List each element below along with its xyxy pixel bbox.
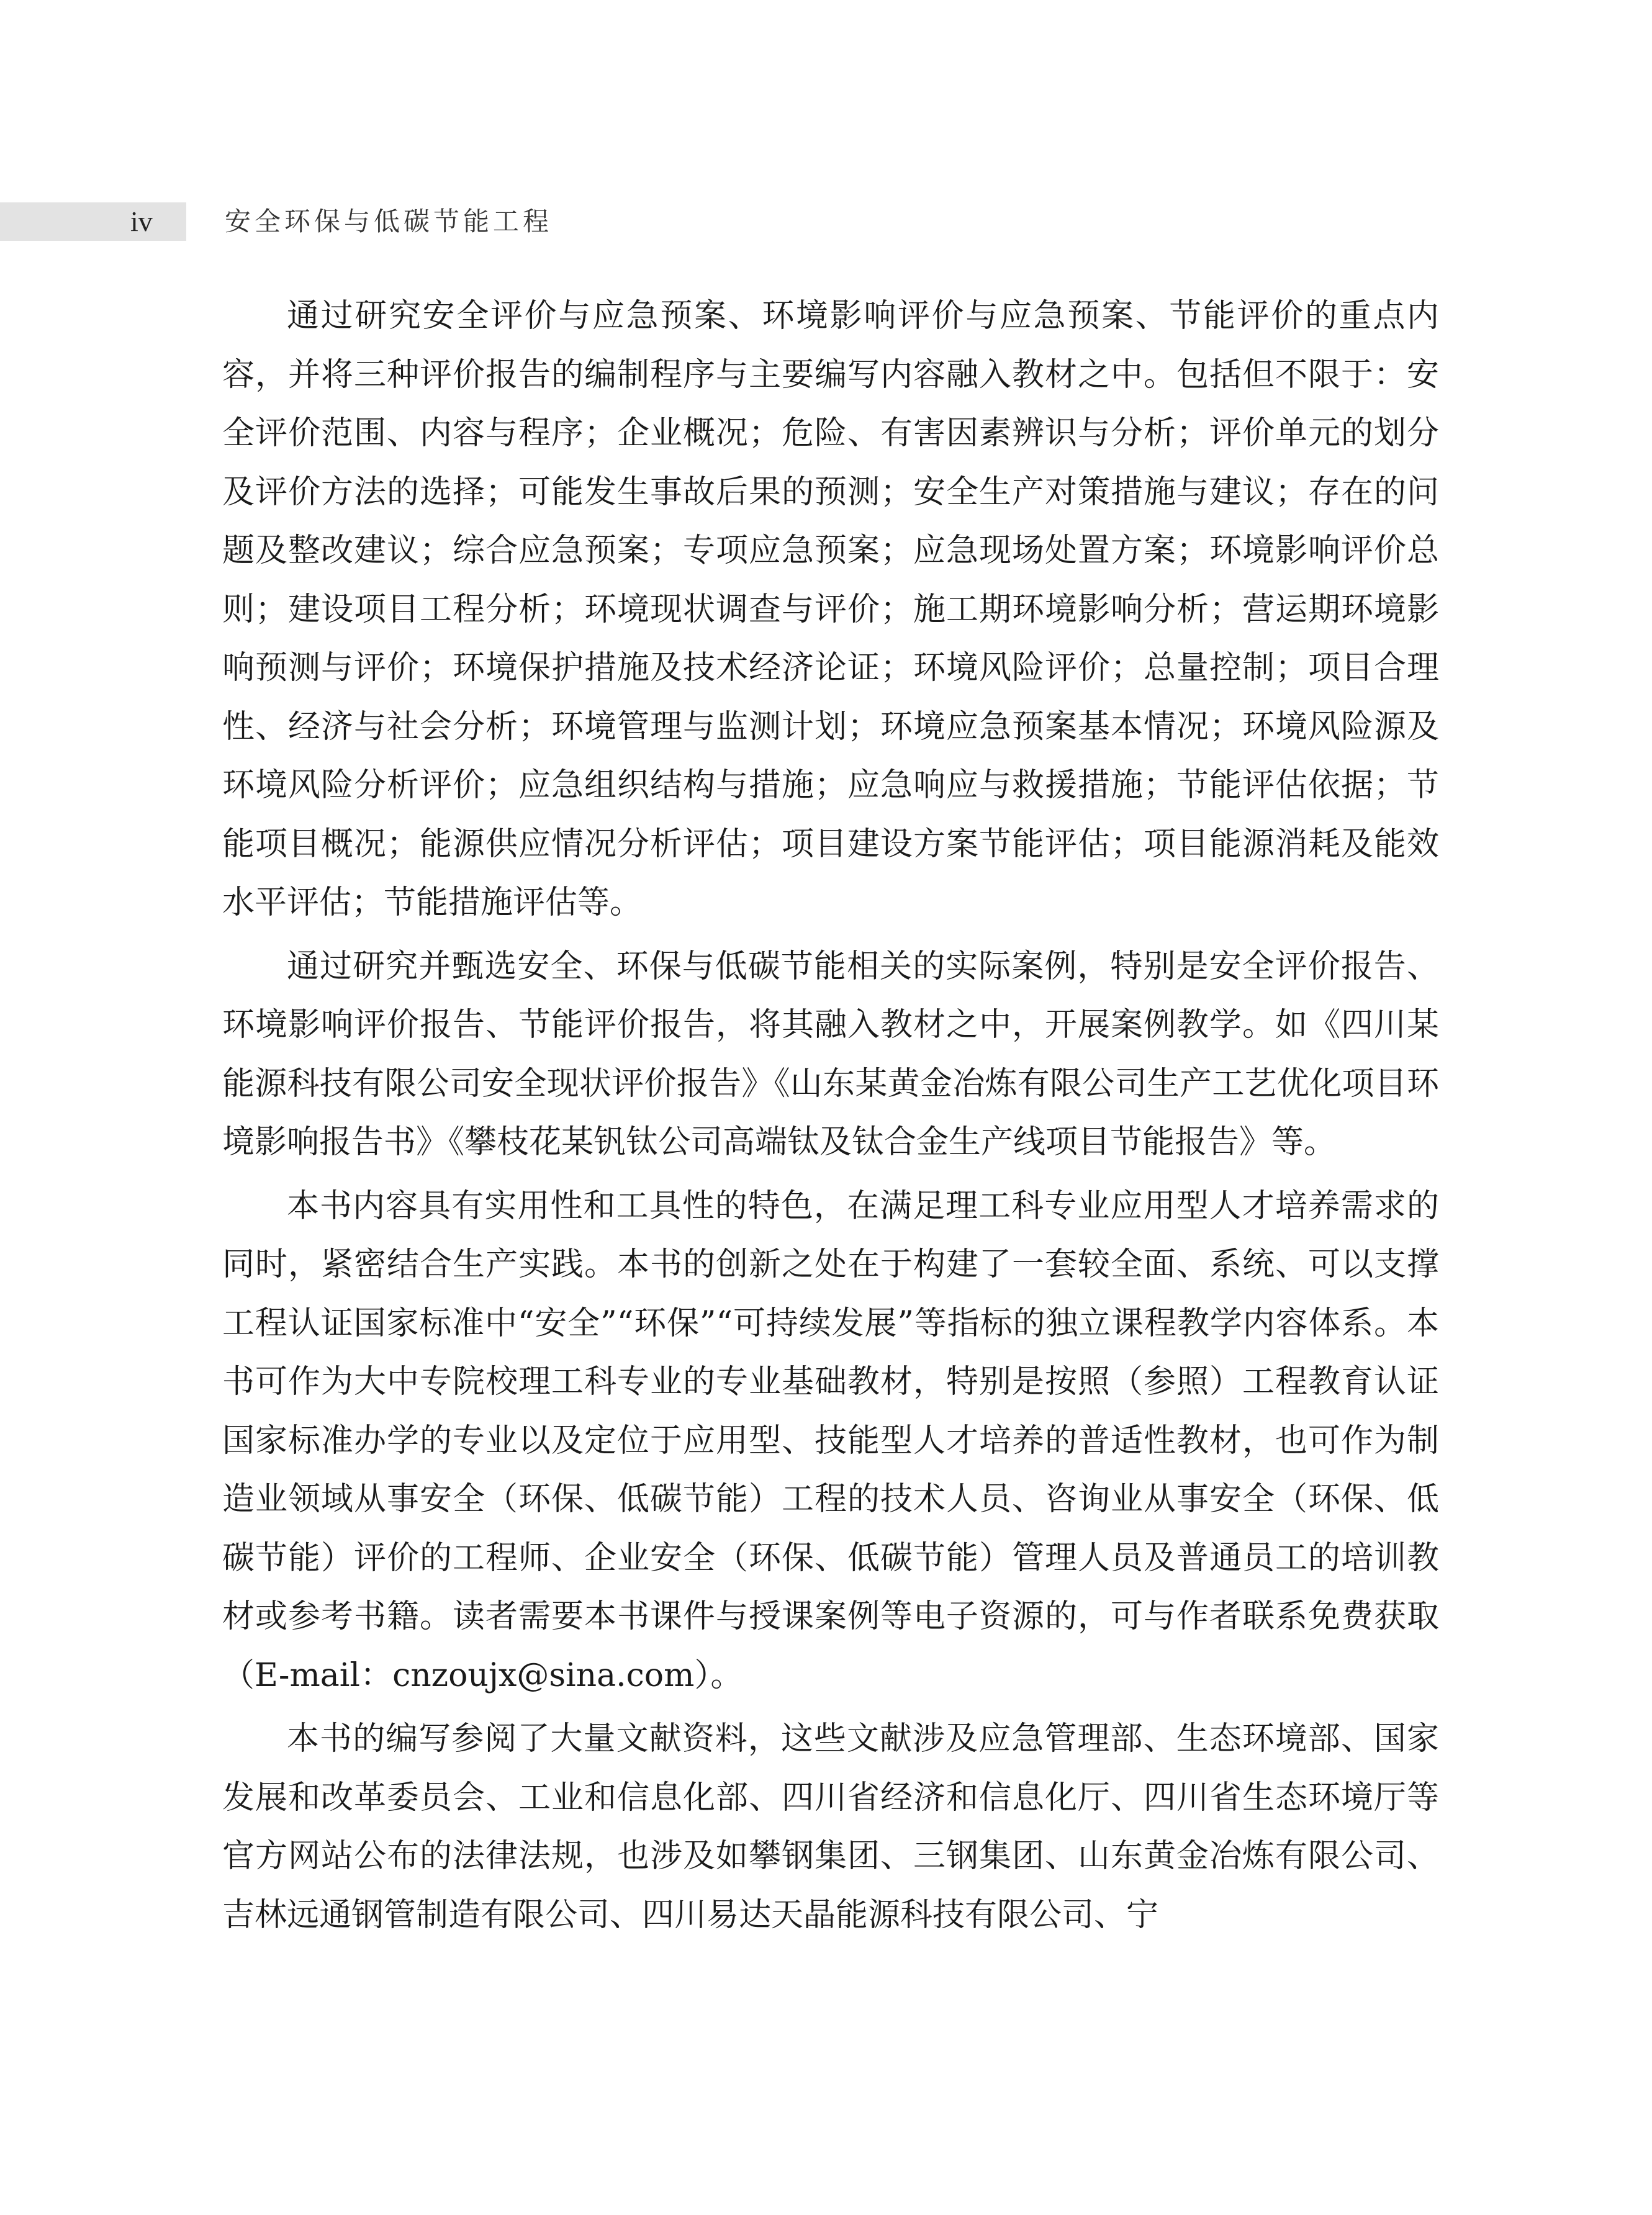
paragraph: 通过研究安全评价与应急预案、环境影响评价与应急预案、节能评价的重点内容，并将三种评价报告的编制程序与主要编写内容融入教材之中。包括但不限于：安全评价范围、内容与程序；企业概况；危险、有害因素辨识与分析；评价单元的划分及评价方法的选择；可能发生事故后果的预测；安全生产对策措施与建议；存在的问题及整改建议；综合应急预案；专项应急预案；应急现场处置方案；环境影响评价总则；建设项目工程分析；环境现状调查与评价；施工期环境影响分析；营运期环境影响预测与评价；环境保护措施及技术经济论证；环境风险评价；总量控制；项目合理性、经济与社会分析；环境管理与监测计划；环境应急预案基本情况；环境风险源及环境风险分析评价；应急组织结构与措施；应急响应与救援措施；节能评估依据；节能项目概况；能源供应情况分析评估；项目建设方案节能评估；项目能源消耗及能效水平评估；节能措施评估等。 <box>222 297 1439 921</box>
page-number: iv <box>130 205 153 237</box>
body-text <box>222 287 1439 1949</box>
running-header-band <box>0 202 186 241</box>
paragraph: 本书的编写参阅了大量文献资料，这些文献涉及应急管理部、生态环境部、国家发展和改革委员会、工业和信息化部、四川省经济和信息化厅、四川省生态环境厅等官方网站公布的法律法规，也涉及如攀钢集团、三钢集团、山东黄金冶炼有限公司、吉林远通钢管制造有限公司、四川易达天晶能源科技有限公司、宁 <box>222 1720 1439 1934</box>
paragraph: 通过研究并甄选安全、环保与低碳节能相关的实际案例，特别是安全评价报告、环境影响评价报告、节能评价报告，将其融入教材之中，开展案例教学。如《四川某能源科技有限公司安全现状评价报告》《山东某黄金冶炼有限公司生产工艺优化项目环境影响报告书》《攀枝花某钒钛公司高端钛及钛合金生产线项目节能报告》等。 <box>222 947 1439 1161</box>
running-title: 安全环保与低碳节能工程 <box>225 206 553 237</box>
paragraph: 本书内容具有实用性和工具性的特色，在满足理工科专业应用型人才培养需求的同时，紧密结合生产实践。本书的创新之处在于构建了一套较全面、系统、可以支撑工程认证国家标准中“安全”“环保”“可持续发展”等指标的独立课程教学内容体系。本书可作为大中专院校理工科专业的专业基础教材，特别是按照（参照）工程教育认证国家标准办学的专业以及定位于应用型、技能型人才培养的普适性教材，也可作为制造业领域从事安全（环保、低碳节能）工程的技术人员、咨询业从事安全（环保、低碳节能）评价的工程师、企业安全（环保、低碳节能）管理人员及普通员工的培训教材或参考书籍。读者需要本书课件与授课案例等电子资源的，可与作者联系免费获取（E-mail：cnzoujx@sina.com）。 <box>222 1187 1439 1694</box>
